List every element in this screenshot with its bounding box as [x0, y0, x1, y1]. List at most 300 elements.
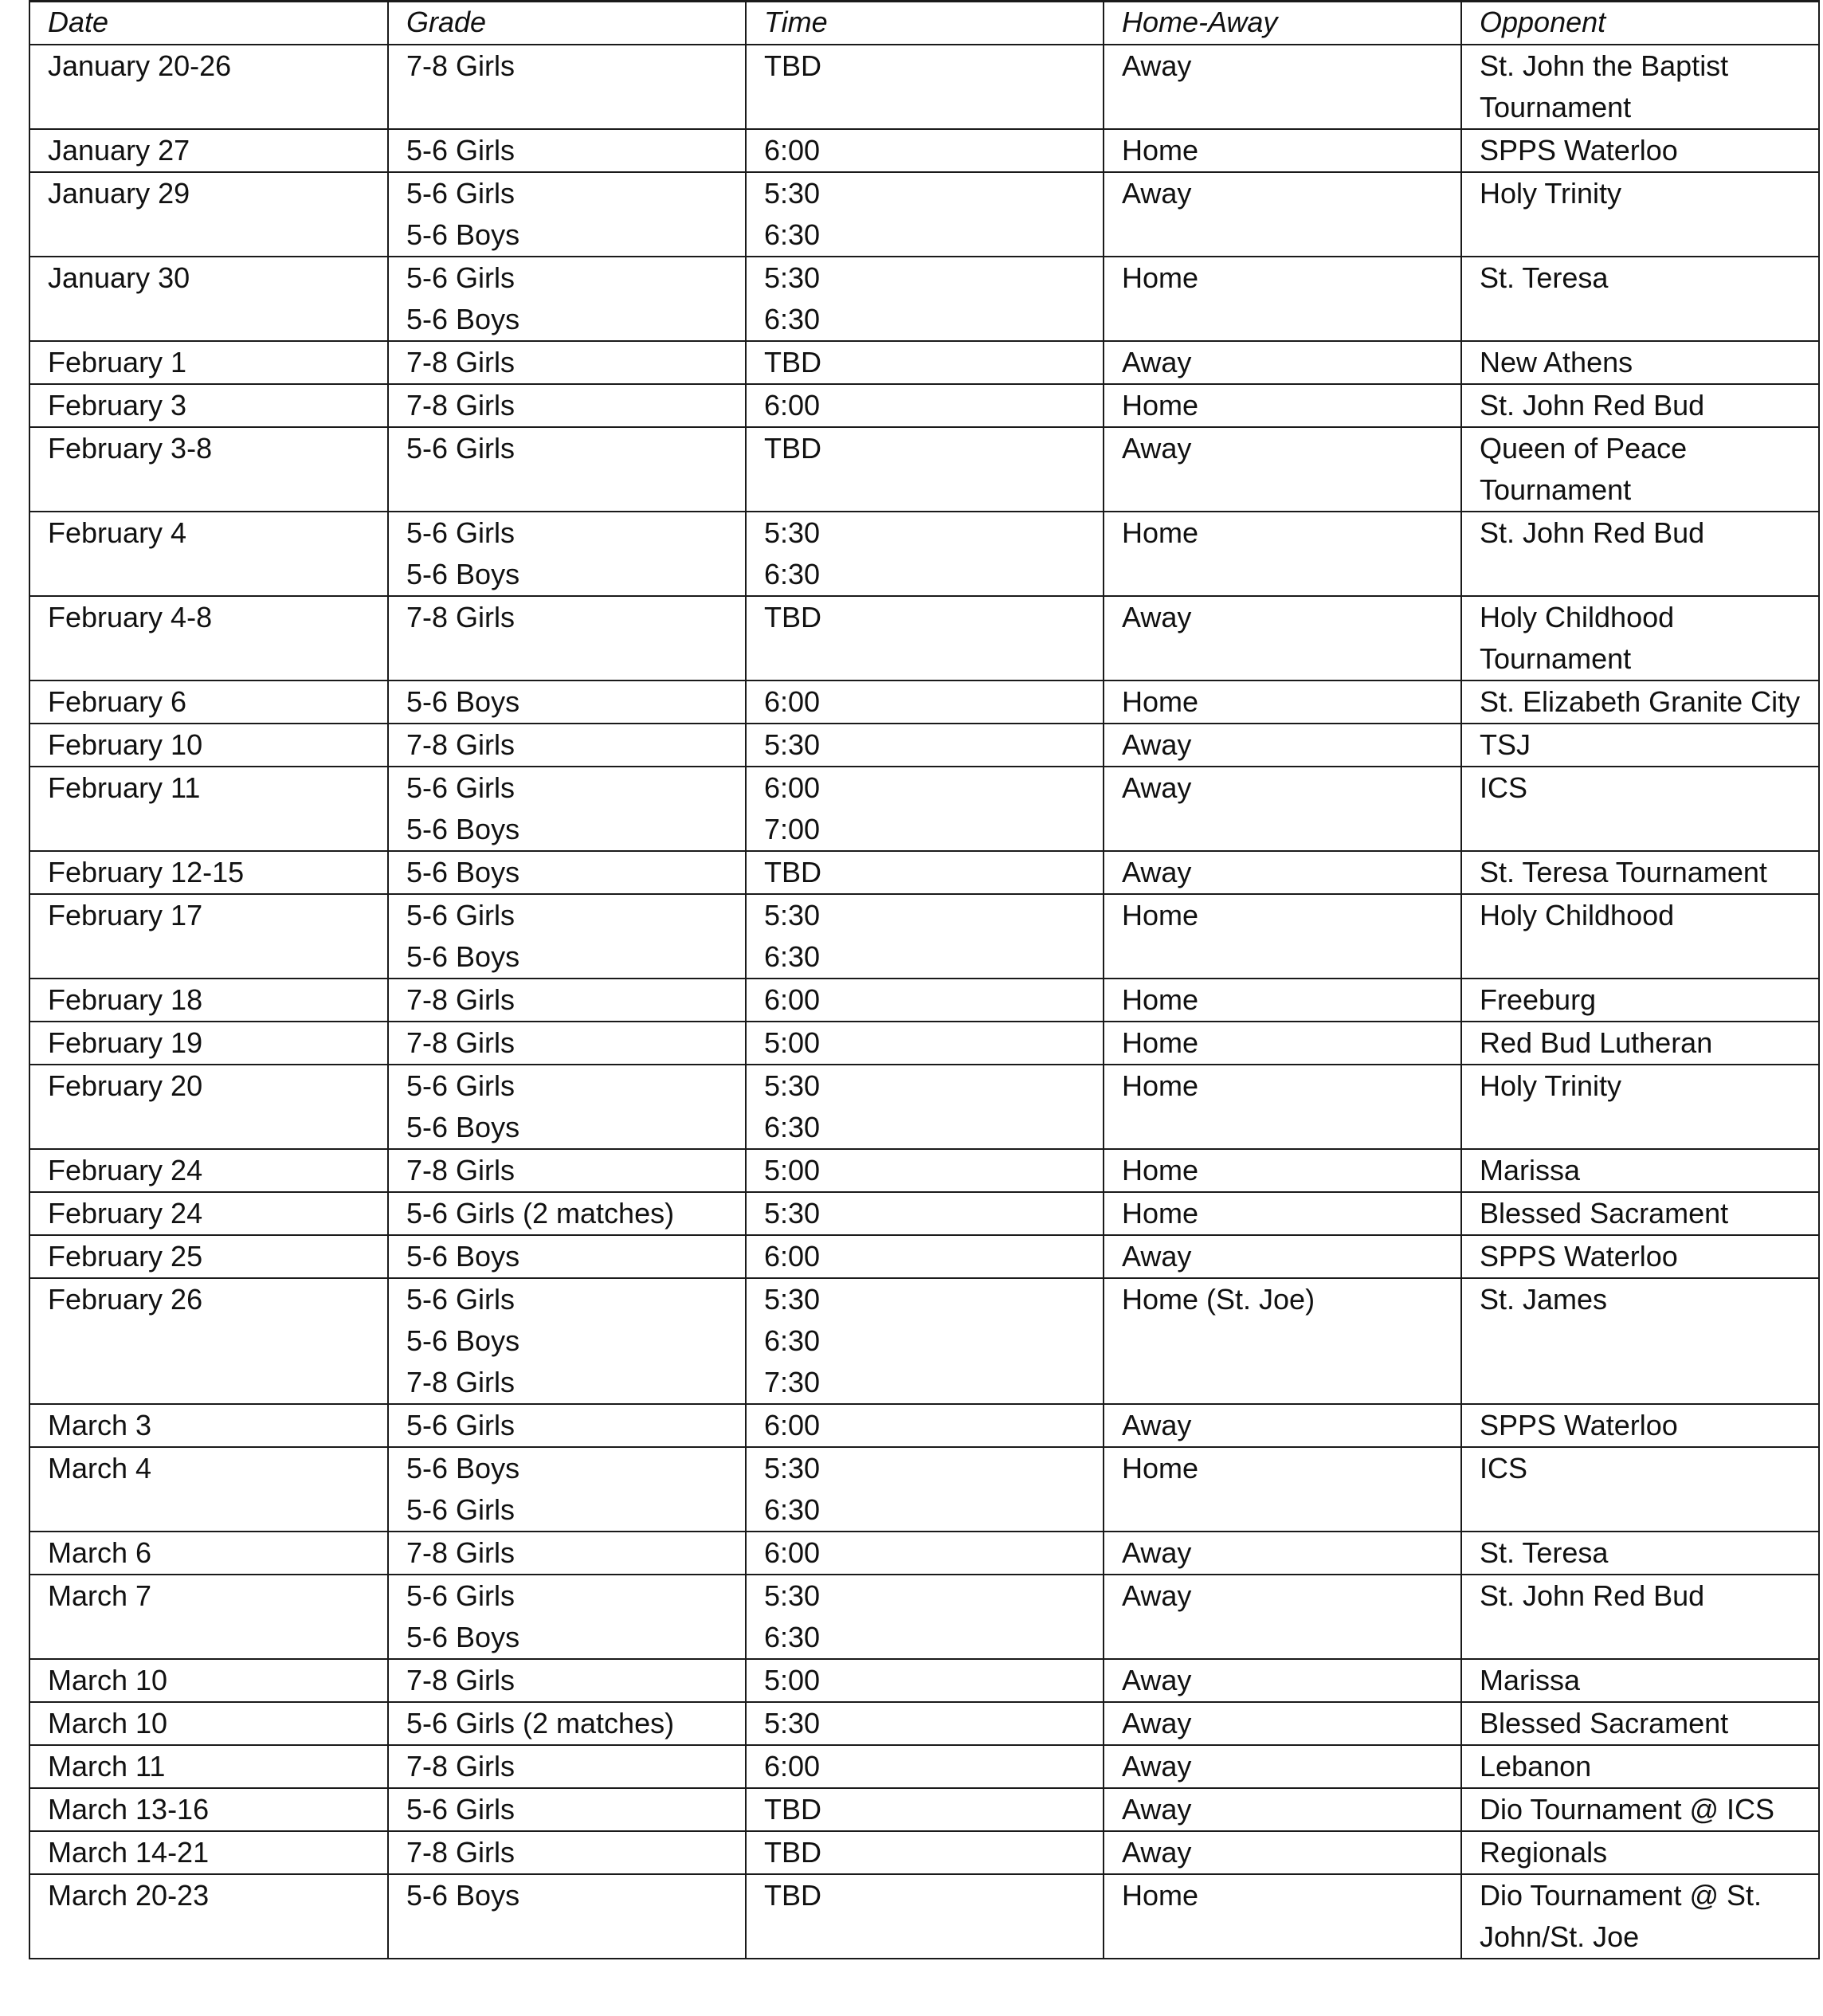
time-cell — [746, 45, 1104, 129]
time-cell — [746, 1278, 1104, 1404]
opponent-cell — [1461, 384, 1819, 427]
date-text: February 17 — [48, 899, 203, 932]
opponent-cell — [1461, 894, 1819, 979]
grade-text: 5-6 Boys — [406, 1324, 520, 1357]
table-row — [29, 1149, 1819, 1192]
home-away-text: Home — [1122, 1879, 1199, 1912]
home-away-text: Away — [1122, 1664, 1192, 1696]
home-away-text: Away — [1122, 346, 1192, 378]
table-row — [29, 1702, 1819, 1745]
date-text: March 13-16 — [48, 1793, 210, 1826]
home-away-cell — [1104, 1404, 1461, 1447]
home-away-cell — [1104, 384, 1461, 427]
grade-cell — [388, 596, 746, 680]
home-away-text: Away — [1122, 49, 1192, 82]
date-text: February 18 — [48, 983, 203, 1016]
time-cell — [746, 1831, 1104, 1874]
home-away-cell — [1104, 129, 1461, 172]
grade-cell — [388, 1149, 746, 1192]
grade-cell — [388, 894, 746, 979]
table-row — [29, 427, 1819, 512]
date-text: January 30 — [48, 261, 190, 294]
table-row — [29, 172, 1819, 257]
grade-text: 7-8 Girls — [406, 728, 516, 761]
home-away-text: Away — [1122, 1240, 1192, 1273]
home-away-cell — [1104, 1149, 1461, 1192]
time-text: 6:00 — [764, 389, 821, 422]
grade-text: 7-8 Girls — [406, 1750, 516, 1783]
date-text: March 14-21 — [48, 1836, 210, 1869]
opponent-cell — [1461, 257, 1819, 341]
date-cell — [29, 851, 388, 894]
grade-text: 5-6 Girls — [406, 1579, 516, 1612]
date-text: February 6 — [48, 685, 187, 718]
home-away-text: Away — [1122, 728, 1192, 761]
opponent-cell — [1461, 1022, 1819, 1065]
date-cell — [29, 172, 388, 257]
date-text: February 11 — [48, 771, 201, 804]
table-row — [29, 257, 1819, 341]
home-away-cell — [1104, 894, 1461, 979]
grade-cell — [388, 1831, 746, 1874]
home-away-text: Away — [1122, 432, 1192, 465]
time-cell — [746, 1404, 1104, 1447]
time-text: TBD — [764, 346, 821, 378]
opponent-cell — [1461, 1404, 1819, 1447]
grade-cell — [388, 1788, 746, 1831]
home-away-cell — [1104, 257, 1461, 341]
date-cell — [29, 1404, 388, 1447]
home-away-text: Away — [1122, 1536, 1192, 1569]
time-text: 5:30 — [764, 1707, 821, 1739]
grade-text: 5-6 Boys — [406, 685, 520, 718]
table-row — [29, 767, 1819, 851]
home-away-cell — [1104, 680, 1461, 724]
home-away-text: Away — [1122, 1836, 1192, 1869]
home-away-text: Home — [1122, 134, 1199, 167]
time-text: 6:30 — [764, 1621, 821, 1653]
home-away-cell — [1104, 1659, 1461, 1702]
grade-text: 7-8 Girls — [406, 1664, 516, 1696]
grade-cell — [388, 1278, 746, 1404]
grade-text: 5-6 Boys — [406, 218, 520, 251]
grade-cell — [388, 1404, 746, 1447]
grade-text: 5-6 Boys — [406, 303, 520, 335]
grade-text: 5-6 Girls (2 matches) — [406, 1197, 675, 1230]
opponent-text: ICS — [1480, 1452, 1528, 1485]
date-text: February 19 — [48, 1026, 203, 1059]
header-grade: Grade — [388, 2, 746, 45]
grade-cell — [388, 257, 746, 341]
opponent-cell — [1461, 1235, 1819, 1278]
grade-cell — [388, 1874, 746, 1959]
opponent-cell — [1461, 1659, 1819, 1702]
time-cell — [746, 384, 1104, 427]
date-cell — [29, 341, 388, 384]
grade-text: 5-6 Boys — [406, 1879, 520, 1912]
date-text: March 7 — [48, 1579, 152, 1612]
time-text: 5:30 — [764, 728, 821, 761]
home-away-text: Away — [1122, 771, 1192, 804]
home-away-cell — [1104, 1447, 1461, 1532]
home-away-text: Away — [1122, 1409, 1192, 1441]
grade-cell — [388, 384, 746, 427]
opponent-cell — [1461, 1278, 1819, 1404]
date-cell — [29, 1447, 388, 1532]
opponent-text: Queen of Peace Tournament — [1480, 432, 1688, 506]
grade-text: 5-6 Girls — [406, 771, 516, 804]
date-text: February 4 — [48, 516, 187, 549]
date-cell — [29, 1788, 388, 1831]
opponent-cell — [1461, 1575, 1819, 1659]
time-text: 6:00 — [764, 1750, 821, 1783]
date-cell — [29, 596, 388, 680]
grade-cell — [388, 767, 746, 851]
grade-text: 5-6 Boys — [406, 558, 520, 590]
opponent-text: St. John Red Bud — [1480, 1579, 1705, 1612]
table-row — [29, 724, 1819, 767]
grade-text: 5-6 Girls — [406, 1283, 516, 1316]
date-cell — [29, 1065, 388, 1149]
time-text: 6:00 — [764, 983, 821, 1016]
opponent-text: Holy Trinity — [1480, 1069, 1622, 1102]
table-row — [29, 979, 1819, 1022]
opponent-cell — [1461, 724, 1819, 767]
opponent-text: SPPS Waterloo — [1480, 1240, 1678, 1273]
grade-cell — [388, 1659, 746, 1702]
opponent-cell — [1461, 172, 1819, 257]
opponent-text: Dio Tournament @ ICS — [1480, 1793, 1775, 1826]
time-text: 6:00 — [764, 1240, 821, 1273]
home-away-text: Away — [1122, 177, 1192, 210]
date-text: February 1 — [48, 346, 187, 378]
time-text: 5:30 — [764, 1069, 821, 1102]
opponent-text: St. John the Baptist Tournament — [1480, 49, 1729, 124]
table-row — [29, 1532, 1819, 1575]
date-cell — [29, 257, 388, 341]
home-away-cell — [1104, 512, 1461, 596]
table-row — [29, 1874, 1819, 1959]
time-text: 6:00 — [764, 771, 821, 804]
grade-cell — [388, 45, 746, 129]
date-text: February 24 — [48, 1154, 203, 1186]
opponent-text: ICS — [1480, 771, 1528, 804]
opponent-text: New Athens — [1480, 346, 1633, 378]
home-away-text: Home — [1122, 1197, 1199, 1230]
home-away-text: Away — [1122, 1793, 1192, 1826]
opponent-cell — [1461, 427, 1819, 512]
grade-cell — [388, 851, 746, 894]
time-cell — [746, 129, 1104, 172]
date-cell — [29, 680, 388, 724]
table-row — [29, 1831, 1819, 1874]
header-opponent: Opponent — [1461, 2, 1819, 45]
opponent-cell — [1461, 596, 1819, 680]
opponent-text: Blessed Sacrament — [1480, 1197, 1729, 1230]
grade-cell — [388, 1192, 746, 1235]
opponent-cell — [1461, 767, 1819, 851]
date-cell — [29, 1532, 388, 1575]
grade-cell — [388, 1745, 746, 1788]
date-cell — [29, 894, 388, 979]
grade-cell — [388, 341, 746, 384]
header-date: Date — [29, 2, 388, 45]
grade-text: 5-6 Girls — [406, 432, 516, 465]
date-cell — [29, 1874, 388, 1959]
opponent-cell — [1461, 512, 1819, 596]
date-text: January 29 — [48, 177, 190, 210]
time-text: TBD — [764, 49, 821, 82]
home-away-text: Home — [1122, 1452, 1199, 1485]
grade-cell — [388, 1447, 746, 1532]
time-cell — [746, 341, 1104, 384]
opponent-text: TSJ — [1480, 728, 1531, 761]
time-cell — [746, 1447, 1104, 1532]
opponent-text: St. Teresa Tournament — [1480, 856, 1767, 888]
grade-cell — [388, 1022, 746, 1065]
opponent-text: St. James — [1480, 1283, 1608, 1316]
home-away-text: Home (St. Joe) — [1122, 1283, 1315, 1316]
home-away-cell — [1104, 1192, 1461, 1235]
time-text: 5:30 — [764, 261, 821, 294]
date-text: February 24 — [48, 1197, 203, 1230]
grade-text: 5-6 Girls — [406, 1069, 516, 1102]
grade-text: 7-8 Girls — [406, 983, 516, 1016]
grade-text: 7-8 Girls — [406, 1836, 516, 1869]
home-away-cell — [1104, 596, 1461, 680]
grade-text: 5-6 Girls — [406, 134, 516, 167]
date-cell — [29, 1745, 388, 1788]
time-text: 6:30 — [764, 303, 821, 335]
time-cell — [746, 767, 1104, 851]
table-row — [29, 1192, 1819, 1235]
opponent-cell — [1461, 1831, 1819, 1874]
table-row — [29, 129, 1819, 172]
home-away-cell — [1104, 724, 1461, 767]
grade-text: 7-8 Girls — [406, 601, 516, 633]
home-away-text: Away — [1122, 1707, 1192, 1739]
grade-text: 5-6 Girls — [406, 1493, 516, 1526]
time-text: 5:00 — [764, 1664, 821, 1696]
schedule-body — [29, 45, 1819, 1959]
opponent-text: Marissa — [1480, 1664, 1581, 1696]
table-row — [29, 1447, 1819, 1532]
home-away-cell — [1104, 1065, 1461, 1149]
time-cell — [746, 1532, 1104, 1575]
opponent-text: Regionals — [1480, 1836, 1608, 1869]
time-text: 5:30 — [764, 1452, 821, 1485]
time-cell — [746, 1149, 1104, 1192]
opponent-cell — [1461, 1192, 1819, 1235]
header-row — [29, 2, 1819, 45]
time-text: 6:00 — [764, 1536, 821, 1569]
date-cell — [29, 1235, 388, 1278]
date-cell — [29, 1149, 388, 1192]
opponent-cell — [1461, 979, 1819, 1022]
opponent-cell — [1461, 1874, 1819, 1959]
time-cell — [746, 1192, 1104, 1235]
home-away-text: Away — [1122, 601, 1192, 633]
home-away-cell — [1104, 341, 1461, 384]
grade-text: 7-8 Girls — [406, 1154, 516, 1186]
table-row — [29, 851, 1819, 894]
date-text: March 3 — [48, 1409, 152, 1441]
table-row — [29, 1278, 1819, 1404]
opponent-text: SPPS Waterloo — [1480, 134, 1678, 167]
table-row — [29, 1788, 1819, 1831]
date-text: February 25 — [48, 1240, 203, 1273]
date-cell — [29, 1575, 388, 1659]
grade-text: 7-8 Girls — [406, 389, 516, 422]
date-cell — [29, 1702, 388, 1745]
date-text: March 6 — [48, 1536, 152, 1569]
grade-text: 5-6 Boys — [406, 940, 520, 973]
time-cell — [746, 427, 1104, 512]
home-away-text: Home — [1122, 1026, 1199, 1059]
date-text: February 4-8 — [48, 601, 213, 633]
grade-text: 5-6 Girls — [406, 1409, 516, 1441]
home-away-text: Away — [1122, 1750, 1192, 1783]
opponent-cell — [1461, 129, 1819, 172]
time-cell — [746, 1022, 1104, 1065]
header-time: Time — [746, 2, 1104, 45]
grade-cell — [388, 512, 746, 596]
opponent-text: St. John Red Bud — [1480, 516, 1705, 549]
home-away-text: Home — [1122, 516, 1199, 549]
time-text: TBD — [764, 1793, 821, 1826]
home-away-text: Home — [1122, 685, 1199, 718]
time-text: 6:30 — [764, 218, 821, 251]
opponent-text: Holy Childhood Tournament — [1480, 601, 1675, 675]
table-row — [29, 1022, 1819, 1065]
home-away-text: Away — [1122, 856, 1192, 888]
time-text: 6:30 — [764, 940, 821, 973]
table-row — [29, 1745, 1819, 1788]
time-text: TBD — [764, 601, 821, 633]
home-away-text: Home — [1122, 899, 1199, 932]
opponent-text: Holy Childhood — [1480, 899, 1675, 932]
home-away-cell — [1104, 1022, 1461, 1065]
opponent-cell — [1461, 341, 1819, 384]
time-cell — [746, 257, 1104, 341]
grade-cell — [388, 129, 746, 172]
date-text: January 27 — [48, 134, 190, 167]
home-away-cell — [1104, 851, 1461, 894]
date-cell — [29, 512, 388, 596]
grade-text: 5-6 Girls — [406, 177, 516, 210]
time-text: 5:30 — [764, 1197, 821, 1230]
opponent-cell — [1461, 45, 1819, 129]
schedule-page — [29, 0, 1818, 1959]
grade-text: 5-6 Boys — [406, 856, 520, 888]
table-row — [29, 1575, 1819, 1659]
date-text: February 20 — [48, 1069, 203, 1102]
time-text: 5:30 — [764, 1579, 821, 1612]
table-row — [29, 596, 1819, 680]
grade-text: 5-6 Girls — [406, 516, 516, 549]
grade-text: 5-6 Boys — [406, 1240, 520, 1273]
home-away-text: Home — [1122, 261, 1199, 294]
time-text: 7:00 — [764, 813, 821, 845]
date-text: February 3-8 — [48, 432, 213, 465]
time-text: 5:30 — [764, 177, 821, 210]
table-row — [29, 341, 1819, 384]
home-away-text: Away — [1122, 1579, 1192, 1612]
grade-cell — [388, 1532, 746, 1575]
grade-text: 7-8 Girls — [406, 1366, 516, 1398]
home-away-text: Home — [1122, 1069, 1199, 1102]
table-row — [29, 1235, 1819, 1278]
date-cell — [29, 979, 388, 1022]
date-cell — [29, 1831, 388, 1874]
opponent-text: Marissa — [1480, 1154, 1581, 1186]
grade-text: 5-6 Girls — [406, 261, 516, 294]
opponent-text: St. Elizabeth Granite City — [1480, 685, 1801, 718]
time-text: 5:00 — [764, 1154, 821, 1186]
time-cell — [746, 1575, 1104, 1659]
time-text: 6:00 — [764, 134, 821, 167]
time-cell — [746, 1065, 1104, 1149]
time-cell — [746, 724, 1104, 767]
time-text: 6:30 — [764, 1493, 821, 1526]
grade-cell — [388, 1065, 746, 1149]
home-away-cell — [1104, 979, 1461, 1022]
grade-cell — [388, 427, 746, 512]
time-cell — [746, 1745, 1104, 1788]
opponent-text: Red Bud Lutheran — [1480, 1026, 1713, 1059]
time-text: 5:30 — [764, 899, 821, 932]
grade-cell — [388, 1235, 746, 1278]
grade-cell — [388, 172, 746, 257]
time-cell — [746, 1874, 1104, 1959]
date-cell — [29, 45, 388, 129]
table-row — [29, 680, 1819, 724]
date-cell — [29, 129, 388, 172]
date-cell — [29, 427, 388, 512]
time-cell — [746, 1702, 1104, 1745]
date-cell — [29, 1022, 388, 1065]
time-cell — [746, 1235, 1104, 1278]
grade-text: 7-8 Girls — [406, 346, 516, 378]
home-away-cell — [1104, 1788, 1461, 1831]
table-row — [29, 384, 1819, 427]
time-text: 6:30 — [764, 1324, 821, 1357]
date-cell — [29, 767, 388, 851]
grade-text: 7-8 Girls — [406, 49, 516, 82]
opponent-cell — [1461, 1745, 1819, 1788]
date-text: February 3 — [48, 389, 187, 422]
date-text: February 12-15 — [48, 856, 245, 888]
opponent-text: Freeburg — [1480, 983, 1597, 1016]
time-text: 6:30 — [764, 558, 821, 590]
schedule-table — [29, 0, 1820, 1959]
date-text: March 11 — [48, 1750, 166, 1783]
opponent-cell — [1461, 851, 1819, 894]
home-away-cell — [1104, 1235, 1461, 1278]
opponent-text: Blessed Sacrament — [1480, 1707, 1729, 1739]
home-away-cell — [1104, 1575, 1461, 1659]
home-away-cell — [1104, 1874, 1461, 1959]
opponent-text: St. Teresa — [1480, 1536, 1609, 1569]
home-away-cell — [1104, 427, 1461, 512]
grade-text: 5-6 Boys — [406, 1111, 520, 1143]
time-text: TBD — [764, 432, 821, 465]
grade-text: 5-6 Girls — [406, 1793, 516, 1826]
table-row — [29, 1404, 1819, 1447]
time-text: TBD — [764, 1836, 821, 1869]
home-away-cell — [1104, 45, 1461, 129]
time-text: 5:30 — [764, 1283, 821, 1316]
